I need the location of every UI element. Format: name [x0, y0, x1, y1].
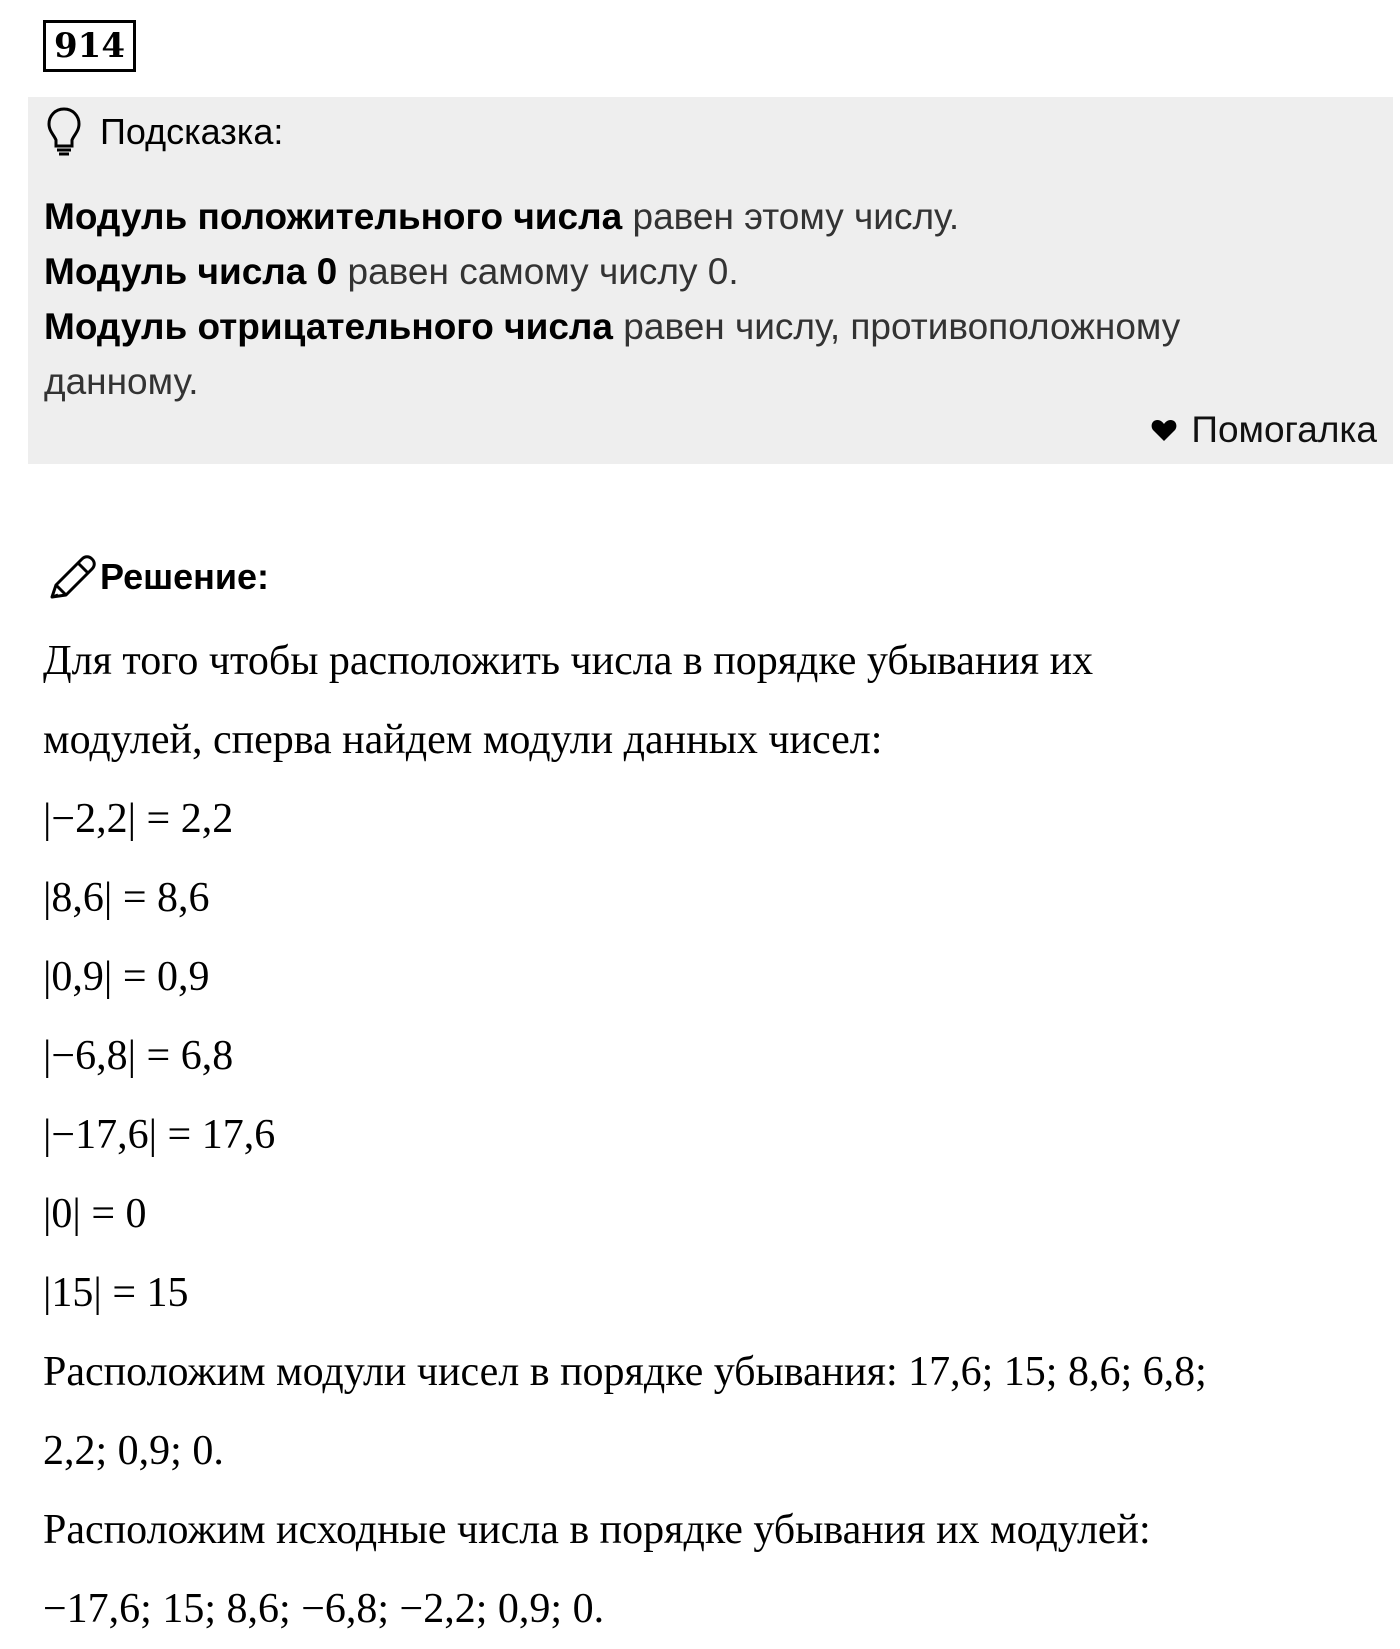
hint-line-bold: Модуль отрицательного числа: [44, 306, 614, 347]
solution-line: |−2,2| = 2,2: [43, 796, 234, 842]
heart-icon: [1151, 418, 1177, 442]
solution-line: |8,6| = 8,6: [43, 875, 210, 921]
brand-name: Помогалка: [1191, 409, 1377, 450]
brand-label: [1151, 409, 1377, 451]
solution-line: −17,6; 15; 8,6; −6,8; −2,2; 0,9; 0.: [43, 1586, 605, 1632]
solution-line: Для того чтобы расположить числа в порядке убывания их: [43, 638, 1094, 684]
hint-title: Подсказка:: [100, 111, 284, 152]
solution-line: |−6,8| = 6,8: [43, 1033, 234, 1079]
solution-line: Расположим модули чисел в порядке убывания: 17,6; 15; 8,6; 6,8;: [43, 1349, 1207, 1395]
solution-title: Решение:: [100, 556, 270, 597]
solution-header: [46, 550, 269, 604]
hint-line: [44, 251, 739, 292]
solution-line: 2,2; 0,9; 0.: [43, 1428, 224, 1474]
hint-line: [44, 196, 959, 237]
task-number: 914: [43, 20, 136, 72]
pencil-icon: [46, 551, 98, 603]
lightbulb-icon: [46, 106, 82, 158]
solution-line: |15| = 15: [43, 1270, 189, 1316]
solution-text: [43, 622, 1373, 1649]
solution-line: |−17,6| = 17,6: [43, 1112, 276, 1158]
hint-line-rest: равен этому числу.: [622, 196, 960, 237]
solution-line: |0| = 0: [43, 1191, 147, 1237]
hint-line-rest: равен самому числу 0.: [337, 251, 739, 292]
hint-line-rest: равен числу, противоположному данному.: [44, 306, 1181, 402]
hint-line-bold: Модуль числа 0: [44, 251, 338, 292]
hint-box: [28, 97, 1393, 464]
solution-line: |0,9| = 0,9: [43, 954, 210, 1000]
hint-line-bold: Модуль положительного числа: [44, 196, 623, 237]
hint-text: [44, 189, 1344, 409]
solution-line: Расположим исходные числа в порядке убывания их модулей:: [43, 1507, 1151, 1553]
solution-line: модулей, сперва найдем модули данных чисел:: [43, 717, 883, 763]
hint-line: [44, 306, 1180, 402]
hint-header: [46, 107, 283, 157]
